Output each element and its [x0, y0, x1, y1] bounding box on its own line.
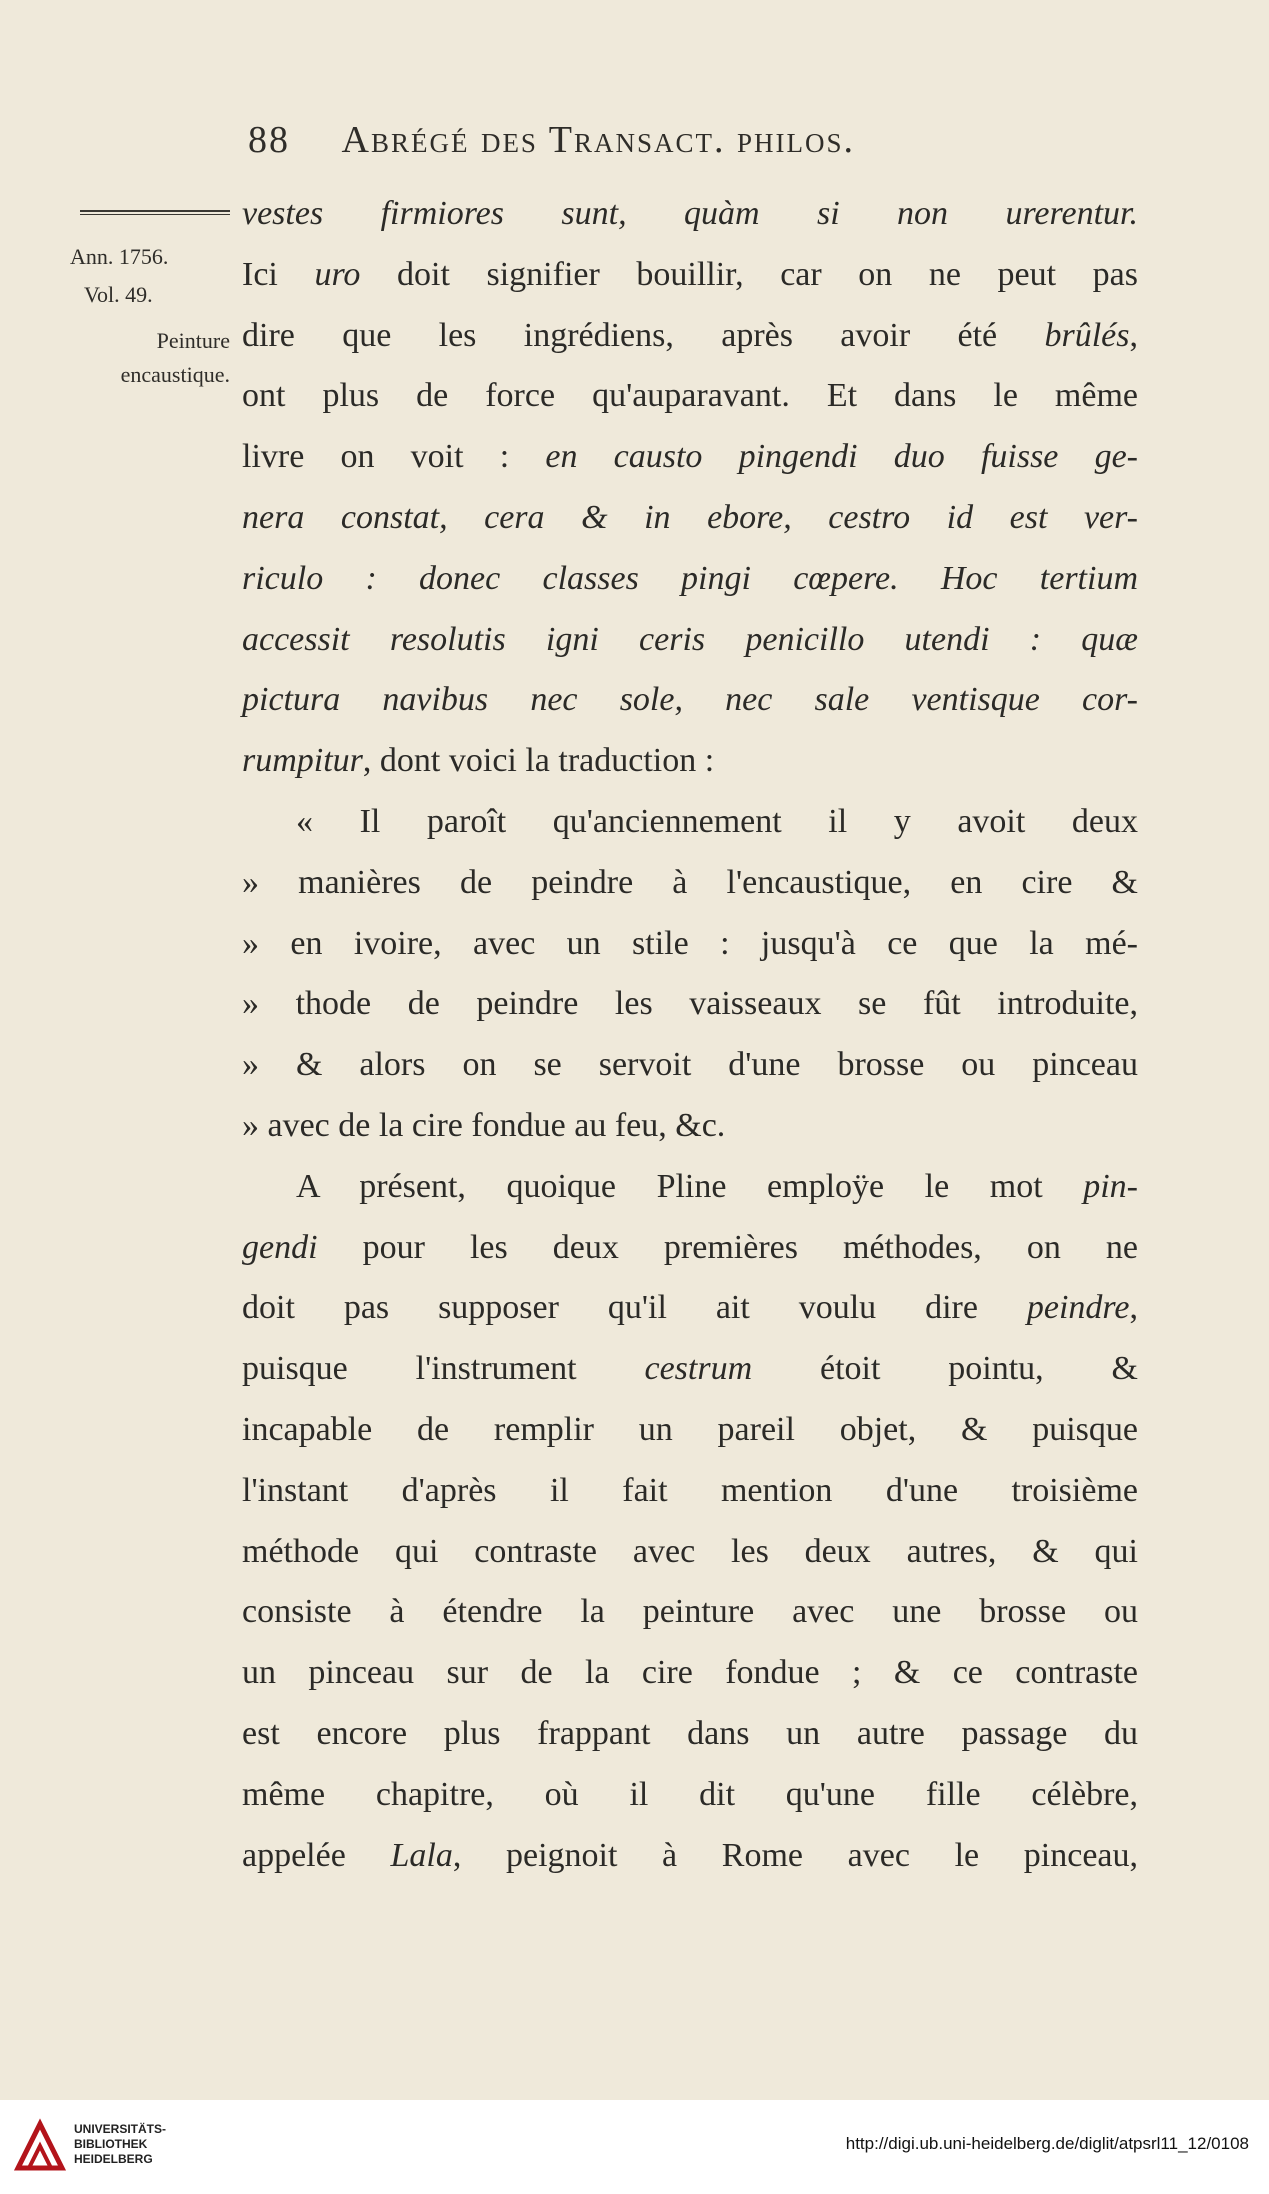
roman-text: » thode de peindre les vaisseaux se fût introduite, [242, 985, 1138, 1023]
italic-text: cestrum [644, 1350, 753, 1388]
roman-text: l'instant d'après il fait mention d'une troisième [242, 1471, 1138, 1509]
roman-text: doit pas supposer qu'il ait voulu dire [242, 1289, 1027, 1327]
roman-text: , [1129, 1289, 1138, 1327]
library-name: UNIVERSITÄTS- BIBLIOTHEK HEIDELBERG [74, 2122, 167, 2166]
italic-text: riculo : donec classes pingi cœpere. Hoc tertium [242, 559, 1138, 597]
text-line [242, 1461, 1138, 1522]
roman-text: ont plus de force qu'auparavant. Et dans le même [242, 377, 1138, 415]
text-line [242, 549, 1138, 610]
text-line [242, 914, 1138, 975]
running-title: Abrégé des Transact. philos. [341, 119, 856, 161]
roman-text: un pinceau sur de la cire fondue ; & ce contraste [242, 1654, 1138, 1692]
source-url[interactable]: http://digi.ub.uni-heidelberg.de/diglit/atpsrl11_12/0108 [845, 2134, 1249, 2153]
roman-text: incapable de remplir un pareil objet, & puisque [242, 1410, 1138, 1448]
roman-text: appelée [242, 1836, 391, 1874]
library-logo-icon [12, 2118, 68, 2174]
text-line [242, 1157, 1138, 1218]
roman-text: , dont voici la traduction : [362, 742, 715, 780]
roman-text: A présent, quoique Pline emploÿe le mot [296, 1167, 1084, 1205]
text-line [242, 1582, 1138, 1643]
roman-text: est encore plus frappant dans un autre passage du [242, 1714, 1138, 1752]
roman-text: livre on voit : [242, 438, 546, 476]
text-line [242, 610, 1138, 671]
italic-text: rumpitur [242, 742, 363, 780]
text-line [242, 1218, 1138, 1279]
margin-note-topic: Peinture [156, 328, 230, 353]
roman-text: « Il paroît qu'anciennement il y avoit deux [296, 802, 1138, 840]
text-line [242, 1096, 1138, 1157]
italic-text: pictura navibus nec sole, nec sale ventisque cor- [242, 681, 1138, 719]
text-line [242, 306, 1138, 367]
roman-text: » & alors on se servoit d'une brosse ou pinceau [242, 1046, 1138, 1084]
margin-note-year: Ann. 1756. [70, 244, 169, 269]
page-number: 88 [248, 119, 290, 161]
text-line [242, 184, 1138, 245]
italic-text: accessit resolutis igni ceris penicillo utendi : quæ [242, 620, 1138, 658]
roman-text: consiste à étendre la peinture avec une brosse ou [242, 1593, 1138, 1631]
text-line [242, 1643, 1138, 1704]
text-line [242, 853, 1138, 914]
roman-text: , [1129, 316, 1138, 354]
section-rule [80, 210, 230, 215]
roman-text: dire que les ingrédiens, après avoir été [242, 316, 1045, 354]
roman-text: » manières de peindre à l'encaustique, en cire & [242, 863, 1138, 901]
roman-text: , peignoit à Rome avec le pinceau, [452, 1836, 1139, 1874]
text-line [242, 731, 1138, 792]
text-line [242, 670, 1138, 731]
margin-note-volume: Vol. 49. [84, 282, 153, 307]
roman-text: Ici [242, 255, 315, 293]
italic-text: peindre [1026, 1289, 1130, 1327]
roman-text: » en ivoire, avec un stile : jusqu'à ce que la mé- [242, 924, 1138, 962]
margin-note-topic-cont: encaustique. [120, 362, 230, 387]
roman-text: » avec de la cire fondue au feu, &c. [242, 1106, 726, 1144]
text-line [242, 427, 1138, 488]
roman-text: même chapitre, où il dit qu'une fille célèbre, [242, 1775, 1138, 1813]
roman-text: méthode qui contraste avec les deux autres, & qui [242, 1532, 1138, 1570]
italic-text: nera constat, cera & in ebore, cestro id est ver- [242, 498, 1138, 536]
italic-text: Lala [390, 1836, 453, 1874]
text-line [242, 974, 1138, 1035]
text-line [242, 1278, 1138, 1339]
italic-text: brûlés [1044, 316, 1130, 354]
text-line [242, 1035, 1138, 1096]
text-line [242, 1339, 1138, 1400]
text-line [242, 1522, 1138, 1583]
text-line [242, 488, 1138, 549]
roman-text: puisque l'instrument [242, 1350, 645, 1388]
text-line [242, 1400, 1138, 1461]
italic-text: uro [314, 255, 361, 293]
roman-text: étoit pointu, & [752, 1350, 1138, 1388]
text-line [242, 366, 1138, 427]
text-line [242, 245, 1138, 306]
text-line [242, 1704, 1138, 1765]
text-line [242, 1826, 1138, 1887]
italic-text: vestes firmiores sunt, quàm si non urerentur. [242, 195, 1138, 232]
running-header [248, 118, 1128, 162]
body-text [242, 184, 1138, 1886]
italic-text: en causto pingendi duo fuisse ge- [545, 438, 1138, 476]
roman-text: doit signifier bouillir, car on ne peut pas [360, 255, 1139, 293]
text-line [242, 1765, 1138, 1826]
italic-text: pin- [1083, 1167, 1138, 1205]
text-line [242, 792, 1138, 853]
italic-text: gendi [242, 1228, 318, 1266]
roman-text: pour les deux premières méthodes, on ne [317, 1228, 1138, 1266]
